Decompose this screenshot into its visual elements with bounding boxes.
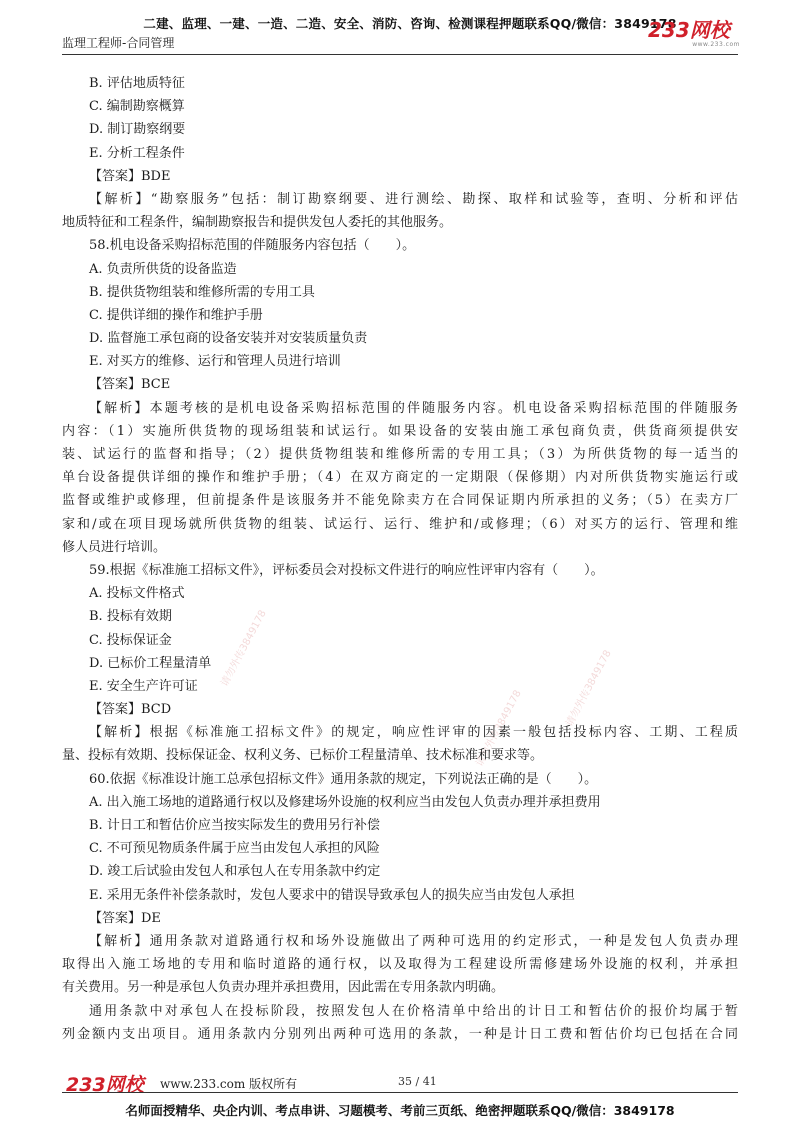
- page-number: 35 / 41: [398, 1075, 437, 1088]
- text-line: D. 制订勘察纲要: [89, 122, 186, 138]
- text-line: 58.机电设备采购招标范围的伴随服务内容包括（ ）。: [89, 238, 416, 254]
- logo-text: 233网校: [648, 18, 730, 42]
- footer-copyright: www.233.com 版权所有: [160, 1077, 298, 1091]
- text-line: D. 竣工后试验由发包人和承包人在专用条款中约定: [89, 864, 381, 880]
- header-promo-line: 二建、监理、一建、一造、二造、安全、消防、咨询、检测课程押题联系QQ/微信：3849178: [143, 16, 677, 31]
- text-line: D. 已标价工程量清单: [89, 655, 212, 671]
- text-line: D. 监督施工承包商的设备安装并对安装质量负责: [89, 331, 368, 347]
- footer-promo-line: 名师面授精华、央企内训、考点串讲、习题模考、考前三页纸、绝密押题联系QQ/微信：3849178: [125, 1103, 675, 1118]
- text-line: C. 不可预见物质条件属于应当由发包人承担的风险: [89, 841, 380, 857]
- text-line: 取得出入施工场地的专用和临时道路的通行权，以及取得为工程建设所需修建场外设施的权利，并承担: [62, 957, 738, 973]
- text-line: B. 提供货物组装和维修所需的专用工具: [89, 284, 315, 300]
- text-line: C. 投标保证金: [89, 632, 172, 648]
- text-line: E. 采用无条件补偿条款时，发包人要求中的错误导致承包人的损失应当由发包人承担: [89, 887, 575, 903]
- text-line: E. 安全生产许可证: [89, 678, 198, 694]
- text-line: E. 分析工程条件: [89, 145, 185, 161]
- text-line: 59.根据《标准施工招标文件》，评标委员会对投标文件进行的响应性评审内容有（ ）。: [89, 562, 604, 578]
- text-line: A. 出入施工场地的道路通行权以及修建场外设施的权利应当由发包人负责办理并承担费用: [89, 794, 601, 810]
- text-line: 修人员进行培训。: [62, 539, 167, 555]
- header-rule: [62, 54, 738, 55]
- text-line: 单台设备提供详细的操作和维护手册；（4）在双方商定的一定期限（保修期）内对所供货物实施运行或: [62, 470, 738, 486]
- text-line: 家和/或在项目现场就所供货物的组装、试运行、运行、维护和/或修理；（6）对买方的运行、管理和维: [62, 516, 738, 532]
- text-line: 【答案】BDE: [89, 168, 171, 184]
- text-line: 【解析】根据《标准施工招标文件》的规定，响应性评审的因素一般包括投标内容、工期、工程质: [89, 725, 738, 741]
- brand-logo: [648, 20, 740, 50]
- text-line: 通用条款中对承包人在投标阶段，按照发包人在价格清单中给出的计日工和暂估价的报价均属于暂: [89, 1003, 738, 1019]
- text-line: 列金额内支出项目。通用条款内分别列出两种可选用的条款，一种是计日工费和暂估价均已包括在合同: [62, 1026, 738, 1042]
- text-line: 【答案】BCE: [89, 377, 171, 393]
- text-line: 【答案】DE: [89, 910, 161, 926]
- watermark: 请勿外传3849178: [564, 648, 614, 729]
- text-line: 【解析】“勘察服务”包括：制订勘察纲要、进行测绘、勘探、取样和试验等，查明、分析和评估: [89, 191, 738, 207]
- logo-url: www.233.com: [692, 41, 740, 48]
- text-line: 监督或维护或修理，但前提条件是该服务并不能免除卖方在合同保证期内所承担的义务；（5）在卖方厂: [62, 493, 738, 509]
- text-line: 有关费用。另一种是承包人负责办理并承担费用，因此需在专用条款内明确。: [62, 980, 505, 996]
- text-line: 【答案】BCD: [89, 702, 172, 718]
- footer-rule: [62, 1092, 738, 1093]
- text-line: C. 提供详细的操作和维护手册: [89, 307, 263, 323]
- watermark: 请勿外传3849178: [474, 688, 524, 769]
- text-line: B. 评估地质特征: [89, 76, 185, 91]
- text-line: 60.依据《标准设计施工总承包招标文件》通用条款的规定，下列说法正确的是（ ）。: [89, 771, 598, 787]
- footer-logo: 233网校: [66, 1074, 144, 1096]
- document-subtitle: 监理工程师-合同管理: [62, 36, 175, 50]
- text-line: A. 负责所供货的设备监造: [89, 261, 237, 277]
- text-line: B. 计日工和暂估价应当按实际发生的费用另行补偿: [89, 818, 380, 833]
- text-line: B. 投标有效期: [89, 609, 172, 625]
- text-line: 装、试运行的监督和指导；（2）提供货物组装和维修所需的专用工具；（3）为所供货物的每一适当的: [62, 447, 738, 462]
- text-line: 量、投标有效期、投标保证金、权利义务、已标价工程量清单、技术标准和要求等。: [62, 748, 544, 764]
- text-line: E. 对买方的维修、运行和管理人员进行培训: [89, 354, 341, 370]
- watermark: 请勿外传3849178: [219, 608, 269, 689]
- text-line: 内容：（1）实施所供货物的现场组装和试运行。如果设备的安装由施工承包商负责，供货商须提供安: [62, 423, 738, 439]
- text-line: 地质特征和工程条件，编制勘察报告和提供发包人委托的其他服务。: [62, 215, 453, 231]
- text-line: 【解析】通用条款对道路通行权和场外设施做出了两种可选用的约定形式，一种是发包人负责办理: [89, 933, 738, 949]
- document-body: [62, 72, 738, 1046]
- text-line: 【解析】本题考核的是机电设备采购招标范围的伴随服务内容。机电设备采购招标范围的伴随服务: [89, 400, 738, 416]
- text-line: A. 投标文件格式: [89, 586, 185, 602]
- text-line: C. 编制勘察概算: [89, 99, 185, 115]
